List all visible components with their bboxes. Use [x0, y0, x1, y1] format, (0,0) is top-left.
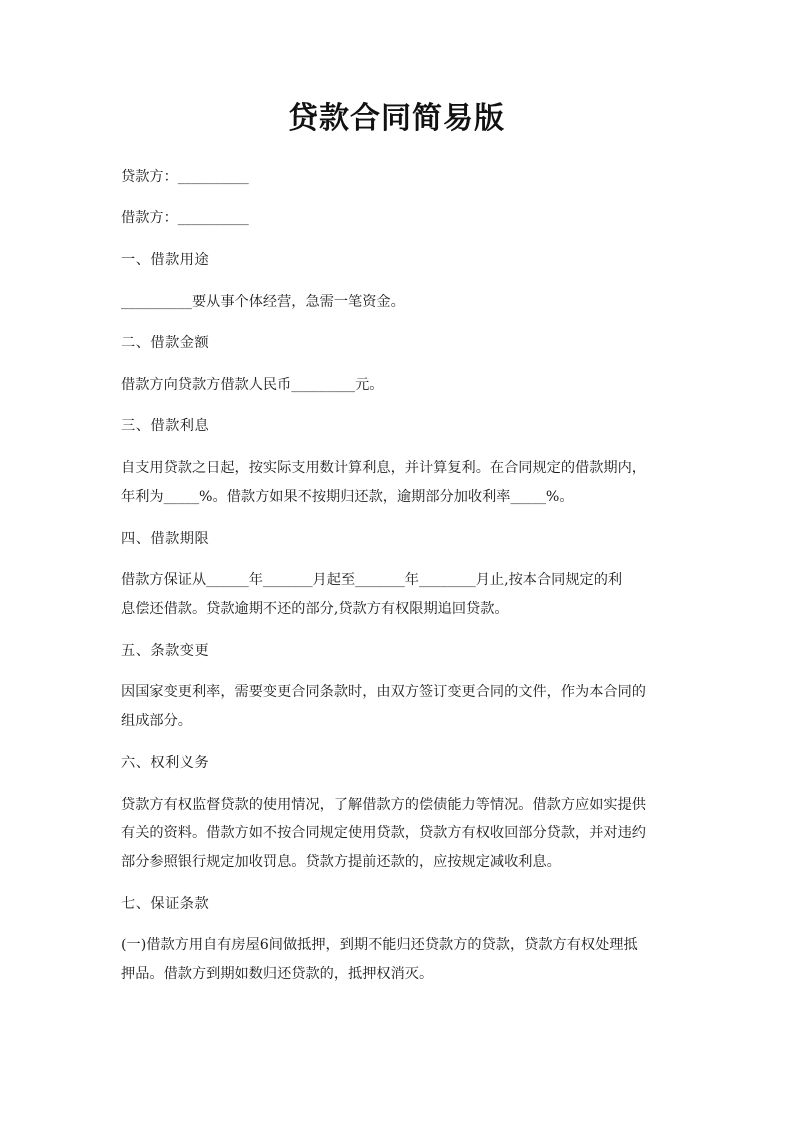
section-text-line: 押品。借款方到期如数归还贷款的，抵押权消灭。	[121, 966, 434, 982]
section-text-line: 年利为_____%。借款方如果不按期归还款，逾期部分加收利率_____%。	[121, 489, 574, 505]
section-heading-term: 四、借款期限	[121, 531, 210, 547]
section-text-line: 借款方保证从______年_______月起至_______年________月止,按本合同规定的利	[121, 572, 623, 588]
section-heading-amount: 二、借款金额	[121, 335, 210, 351]
document-title: 贷款合同简易版	[288, 101, 505, 136]
section-text-line: __________要从事个体经营，急需一笔资金。	[121, 294, 405, 310]
section-heading-rights: 六、权利义务	[121, 755, 210, 771]
section-heading-interest: 三、借款利息	[121, 418, 210, 434]
section-text-line: 息偿还借款。贷款逾期不还的部分,贷款方有权限期追回贷款。	[121, 601, 509, 617]
section-text-line: 借款方向贷款方借款人民币_________元。	[121, 377, 384, 393]
section-text-line: 有关的资料。借款方如不按合同规定使用贷款，贷款方有权收回部分贷款，并对违约	[121, 825, 646, 841]
section-heading-guarantee: 七、保证条款	[121, 896, 210, 912]
section-text-line: 贷款方有权监督贷款的使用情况，了解借款方的偿债能力等情况。借款方应如实提供	[121, 797, 646, 813]
section-text-line: (一)借款方用自有房屋6间做抵押，到期不能归还贷款方的贷款，贷款方有权处理抵	[121, 937, 638, 953]
section-text-line: 部分参照银行规定加收罚息。贷款方提前还款的，应按规定减收利息。	[121, 854, 561, 870]
lender-field: 贷款方：__________	[121, 169, 249, 185]
section-text-line: 组成部分。	[121, 713, 192, 729]
section-heading-amendment: 五、条款变更	[121, 643, 210, 659]
section-text-line: 因国家变更利率，需要变更合同条款时，由双方签订变更合同的文件，作为本合同的	[121, 684, 646, 700]
borrower-field: 借款方：__________	[121, 210, 249, 226]
section-heading-purpose: 一、借款用途	[121, 252, 210, 268]
section-text-line: 自支用贷款之日起，按实际支用数计算利息，并计算复利。在合同规定的借款期内，	[121, 460, 646, 476]
